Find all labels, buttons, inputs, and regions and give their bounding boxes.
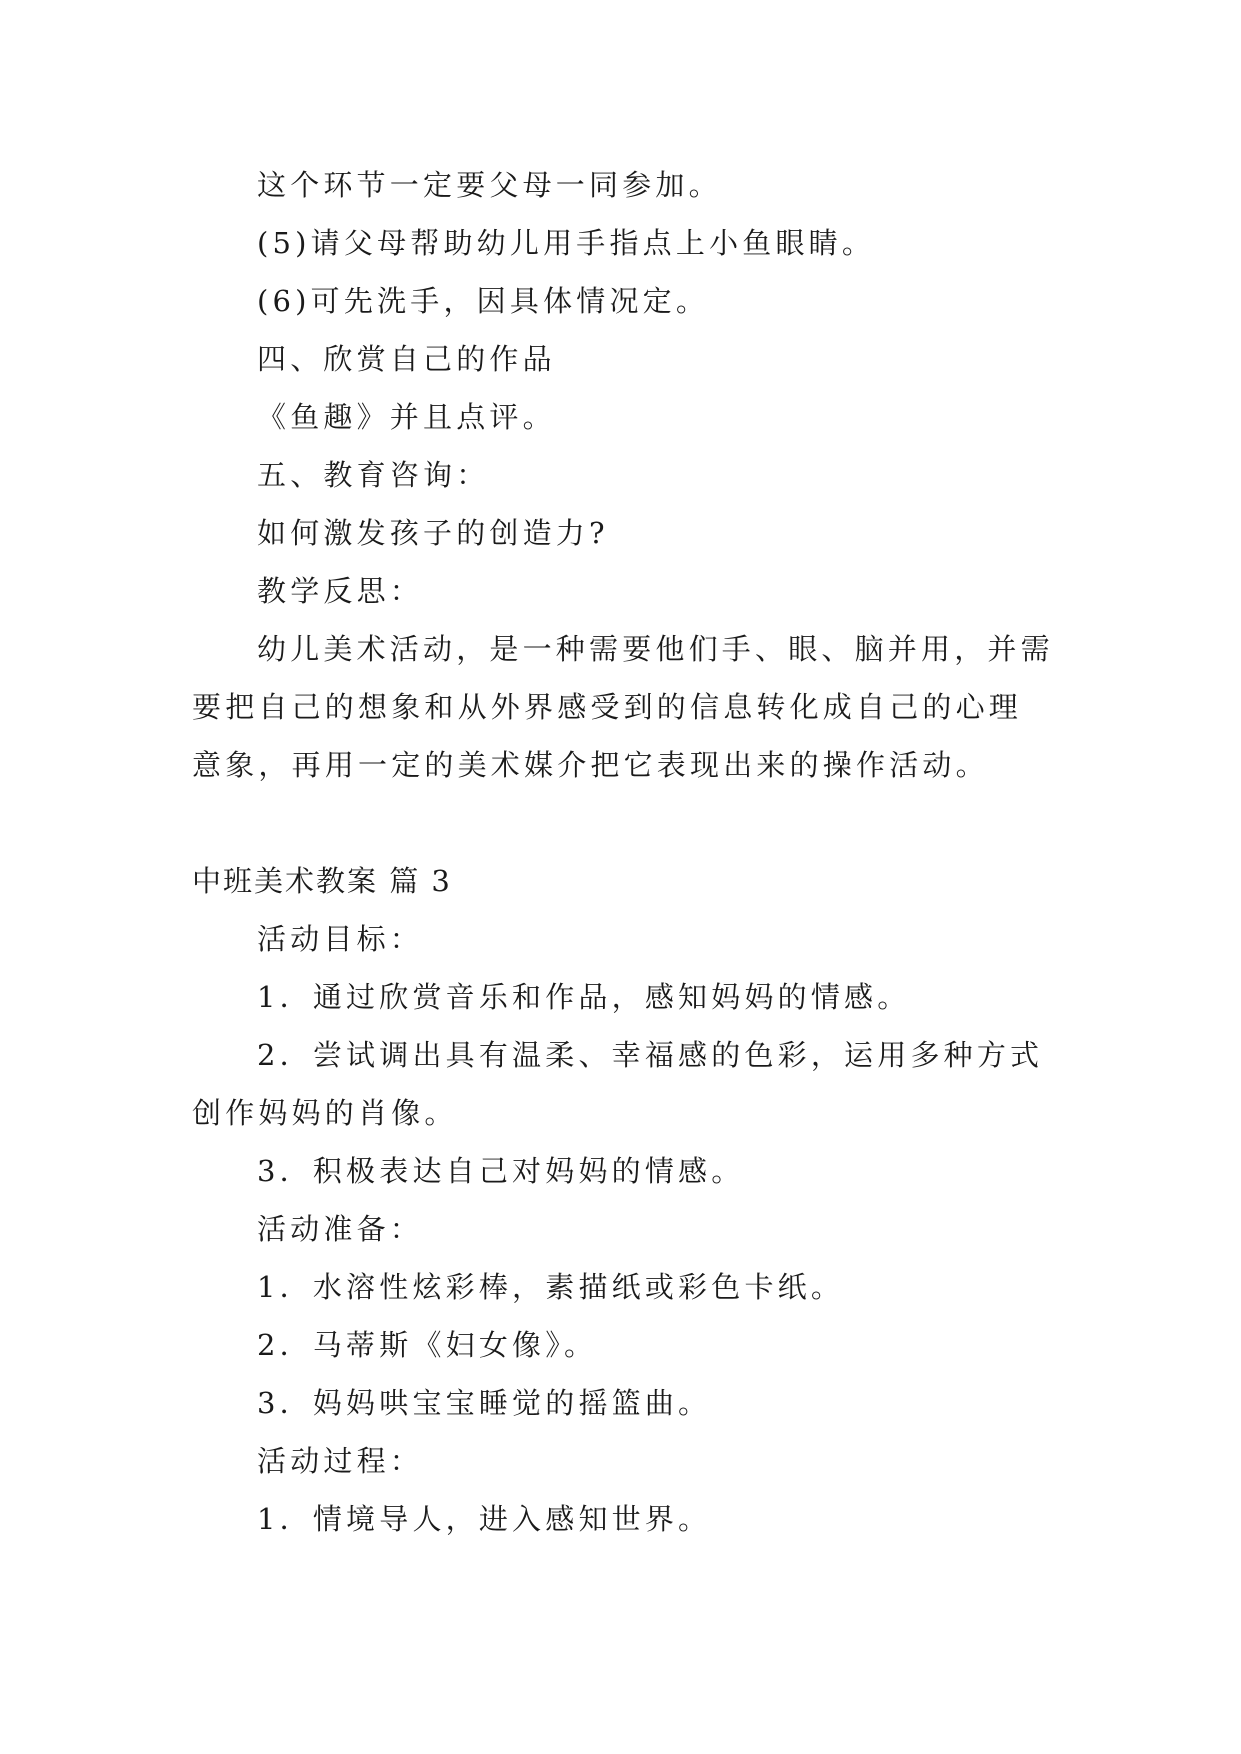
text-line: 活动准备：: [257, 1212, 424, 1246]
text-line: 教学反思：: [257, 574, 424, 608]
text-line: 3．妈妈哄宝宝睡觉的摇篮曲。: [257, 1386, 712, 1420]
text-line: 3．积极表达自己对妈妈的情感。: [257, 1154, 745, 1188]
text-line: (6)可先洗手，因具体情况定。: [257, 284, 710, 318]
section-heading: 中班美术教案 篇 3: [192, 864, 452, 898]
text-line: 《鱼趣》并且点评。: [257, 400, 556, 434]
text-line: 如何激发孩子的创造力?: [257, 516, 609, 550]
text-line: (5)请父母帮助幼儿用手指点上小鱼眼睛。: [257, 226, 876, 260]
text-line: 这个环节一定要父母一同参加。: [257, 168, 722, 202]
text-line: 意象，再用一定的美术媒介把它表现出来的操作活动。: [192, 748, 989, 782]
text-line: 活动目标：: [257, 922, 424, 956]
text-line: 创作妈妈的肖像。: [192, 1096, 458, 1130]
text-line: 1．情境导人，进入感知世界。: [257, 1502, 712, 1536]
text-line: 2．马蒂斯《妇女像》。: [257, 1328, 598, 1362]
text-line: 1．通过欣赏音乐和作品，感知妈妈的情感。: [257, 980, 911, 1014]
text-line: 活动过程：: [257, 1444, 424, 1478]
text-line: 1．水溶性炫彩棒，素描纸或彩色卡纸。: [257, 1270, 845, 1304]
text-line: 五、教育咨询：: [257, 458, 490, 492]
text-line: 2．尝试调出具有温柔、幸福感的色彩，运用多种方式: [257, 1038, 1044, 1072]
text-line: 要把自己的想象和从外界感受到的信息转化成自己的心理: [192, 690, 1023, 724]
text-line: 四、欣赏自己的作品: [257, 342, 556, 376]
text-line: 幼儿美术活动，是一种需要他们手、眼、脑并用，并需: [257, 632, 1054, 666]
